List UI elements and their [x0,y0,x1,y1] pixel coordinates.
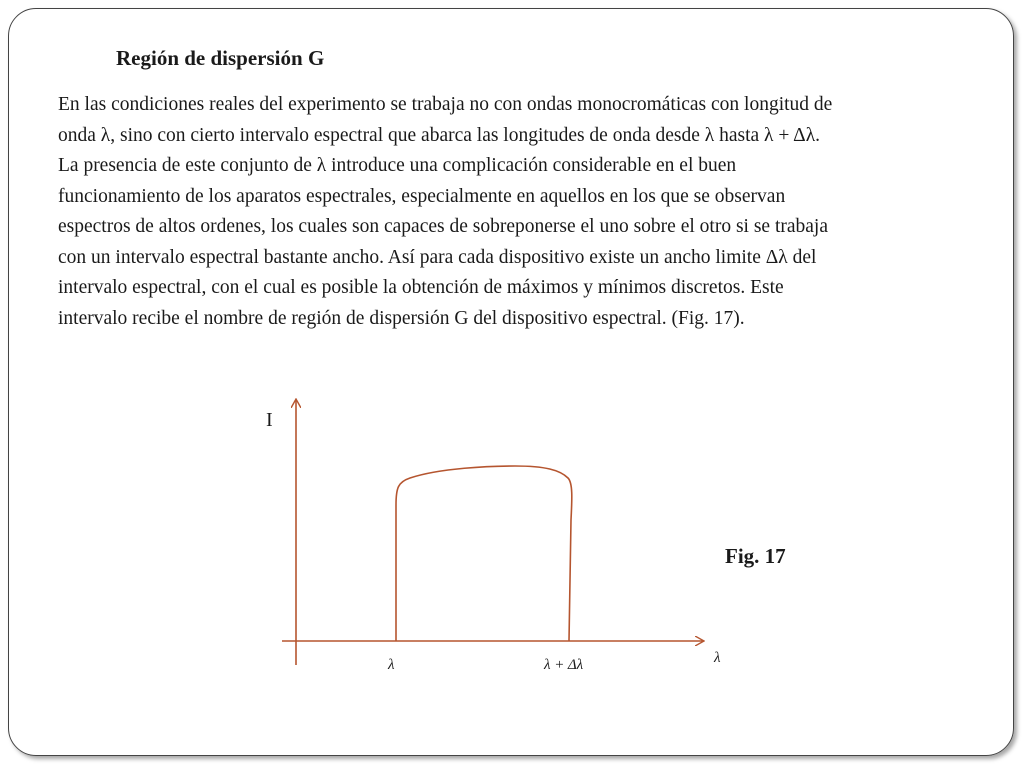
paragraph-line: En las condiciones reales del experimento se trabaja no con ondas monocromáticas con longitud de [58,94,833,115]
paragraph-line: La presencia de este conjunto de λ introduce una complicación considerable en el buen [58,155,737,176]
paragraph-line: con un intervalo espectral bastante ancho. Así para cada dispositivo existe un ancho limite Δλ del [58,246,817,268]
paragraph-line: funcionamiento de los aparatos espectrales, especialmente en aquellos en los que se observan [58,185,786,207]
paragraph-line: intervalo recibe el nombre de región de dispersión G del dispositivo espectral. (Fig. 17). [58,307,745,329]
tick-label-lambda: λ [388,657,395,673]
y-axis-label: I [266,409,273,431]
paragraph-line: onda λ, sino con cierto intervalo espectral que abarca las longitudes de onda desde λ hasta λ + Δλ. [58,124,821,146]
paragraph-line: espectros de altos ordenes, los cuales son capaces de sobreponerse el uno sobre el otro si se trabaja [58,216,828,237]
x-axis-label: λ [714,650,721,666]
spectral-band-curve [396,466,572,641]
paragraph-line: intervalo espectral, con el cual es posible la obtención de máximos y mínimos discretos. Este [58,277,784,298]
figure-caption: Fig. 17 [725,544,786,568]
tick-label-lambda-plus-delta: λ + Δλ [544,657,584,673]
slide-title: Región de dispersión G [116,46,325,70]
